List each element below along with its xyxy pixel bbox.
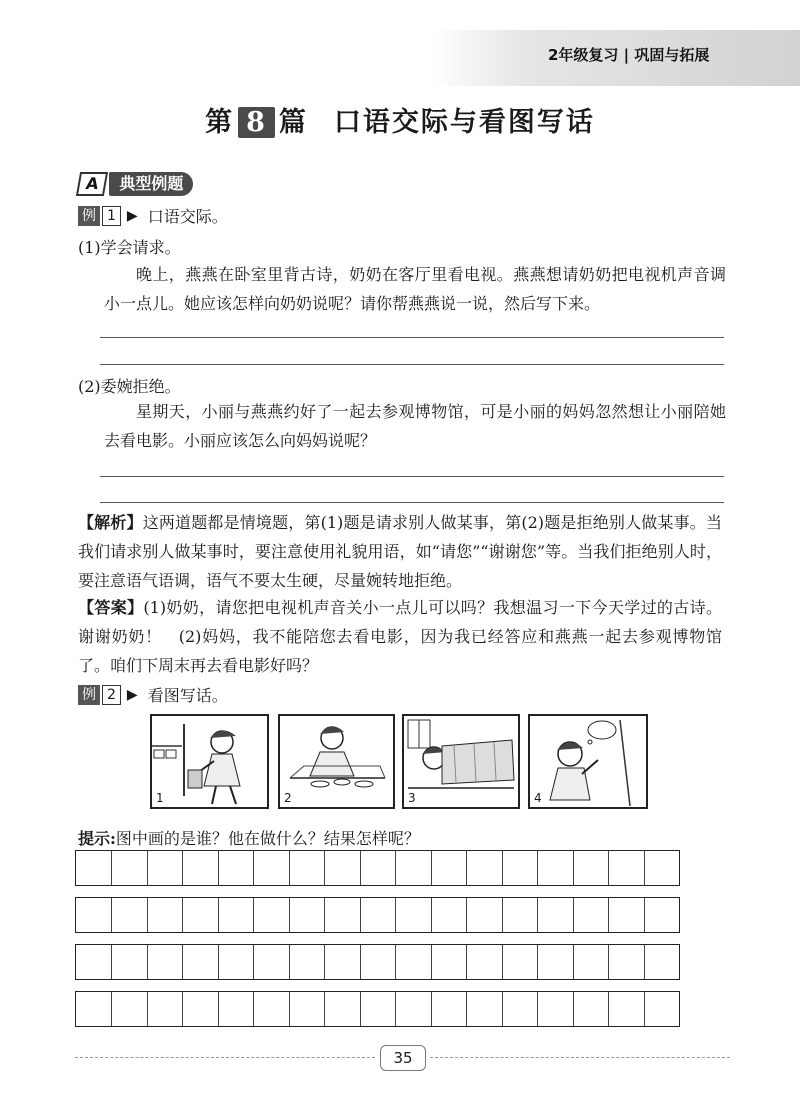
grid-cell-divider [502,851,503,885]
grid-cell-divider [253,992,254,1026]
grid-cell-divider [111,898,112,932]
analysis-text: 这两道题都是情境题，第(1)题是请求别人做某事，第(2)题是拒绝别人做某事。当我们请求别人做某事时，要注意使用礼貌用语，如“请您”“谢谢您”等。当我们拒绝别人时，要注意语气语调，语气不要太生硬，尽量婉转地拒绝。 [78,513,722,590]
grid-cell-divider [253,898,254,932]
grid-cell-divider [289,945,290,979]
answer-line [100,364,724,365]
title-text: 口语交际与看图写话 [333,107,595,138]
grid-cell-divider [182,945,183,979]
grid-cell-divider [431,945,432,979]
grid-cell-divider [218,945,219,979]
panel-number: 1 [156,791,164,805]
grid-cell-divider [466,945,467,979]
grid-cell-divider [608,898,609,932]
boy-thinking-illustration [530,716,646,807]
writing-grid-row[interactable] [75,991,680,1027]
answer-line [100,337,724,338]
answer-line [100,476,724,477]
footer-divider [75,1057,375,1058]
arrow-icon: ▶ [126,686,138,703]
grid-cell-divider [573,851,574,885]
grid-cell-divider [324,945,325,979]
title-suffix: 篇 [278,107,308,138]
grid-cell-divider [253,851,254,885]
grid-cell-divider [573,898,574,932]
section-heading [78,172,193,196]
section-label: 典型例题 [109,172,193,196]
analysis-label: 【解析】 [78,513,143,532]
footer-divider [430,1057,730,1058]
grid-cell-divider [395,945,396,979]
question1-label: (1)学会请求。 [78,238,181,257]
answer-label: 【答案】 [78,598,144,617]
grid-cell-divider [431,851,432,885]
grid-cell-divider [608,945,609,979]
grid-cell-divider [182,851,183,885]
writing-grid-row[interactable] [75,850,680,886]
grid-cell-divider [644,992,645,1026]
page-number: 35 [380,1045,426,1071]
page-title [0,100,800,139]
grid-cell-divider [537,945,538,979]
grid-cell-divider [466,898,467,932]
example-tag: 例 [78,685,100,705]
grid-cell-divider [573,945,574,979]
grid-cell-divider [644,851,645,885]
grid-cell-divider [360,851,361,885]
example-tag: 例 [78,206,100,226]
grid-cell-divider [253,945,254,979]
panel-number: 2 [284,791,292,805]
grid-cell-divider [644,945,645,979]
example-title: 看图写话。 [147,686,228,705]
boy-carrying-bag-illustration [152,716,267,807]
section-letter: A [76,172,109,196]
grid-cell-divider [537,851,538,885]
example-title: 口语交际。 [147,207,228,226]
arrow-icon: ▶ [126,207,138,224]
grid-cell-divider [218,851,219,885]
title-number: 8 [238,107,275,138]
picture-panel [150,714,269,809]
example-number: 1 [102,206,121,226]
picture-panel [278,714,395,809]
writing-grid-row[interactable] [75,944,680,980]
grid-cell-divider [360,992,361,1026]
grid-cell-divider [395,992,396,1026]
grid-cell-divider [395,851,396,885]
grid-cell-divider [111,992,112,1026]
grid-cell-divider [644,898,645,932]
example1-heading [78,204,228,227]
panel-number: 4 [534,791,542,805]
boy-in-bed-illustration [404,716,518,807]
example2-heading [78,683,228,706]
grid-cell-divider [324,851,325,885]
question2-text: 星期天，小丽与燕燕约好了一起去参观博物馆，可是小丽的妈妈忽然想让小丽陪她去看电影。小丽应该怎么向妈妈说呢？ [104,402,726,450]
grid-cell-divider [431,992,432,1026]
grid-cell-divider [218,992,219,1026]
picture-panel [402,714,520,809]
grid-cell-divider [466,992,467,1026]
question2-label: (2)委婉拒绝。 [78,377,181,396]
question1-text: 晚上，燕燕在卧室里背古诗，奶奶在客厅里看电视。燕燕想请奶奶把电视机声音调小一点儿。她应该怎样向奶奶说呢？请你帮燕燕说一说，然后写下来。 [104,265,726,313]
grid-cell-divider [466,851,467,885]
grid-cell-divider [324,898,325,932]
grid-cell-divider [502,992,503,1026]
header-label: 2年级复习 | 巩固与拓展 [548,46,710,64]
grid-cell-divider [147,851,148,885]
answer-block [78,593,722,680]
grid-cell-divider [324,992,325,1026]
grid-cell-divider [182,992,183,1026]
hint [78,826,420,849]
grid-cell-divider [573,992,574,1026]
grid-cell-divider [608,851,609,885]
panel-number: 3 [408,791,416,805]
boy-eating-illustration [280,716,393,807]
hint-text: 图中画的是谁？他在做什么？结果怎样呢？ [115,829,420,848]
grid-cell-divider [218,898,219,932]
title-prefix: 第 [205,107,235,138]
grid-cell-divider [608,992,609,1026]
example-number: 2 [102,685,121,705]
grid-cell-divider [502,945,503,979]
grid-cell-divider [395,898,396,932]
answer-text: (1)奶奶，请您把电视机声音关小一点儿可以吗？我想温习一下今天学过的古诗。谢谢奶奶！ (2)妈妈，我不能陪您去看电影，因为我已经答应和燕燕一起去参观博物馆了。咱们下周末再去看电影好吗？ [78,598,722,675]
grid-cell-divider [360,945,361,979]
grid-cell-divider [502,898,503,932]
grid-cell-divider [147,992,148,1026]
grid-cell-divider [111,851,112,885]
grid-cell-divider [111,945,112,979]
picture-panel [528,714,648,809]
writing-grid-row[interactable] [75,897,680,933]
grid-cell-divider [289,898,290,932]
grid-cell-divider [182,898,183,932]
hint-label: 提示: [78,829,116,848]
grid-cell-divider [289,851,290,885]
answer-line [100,502,724,503]
grid-cell-divider [289,992,290,1026]
analysis-block [78,508,722,595]
grid-cell-divider [431,898,432,932]
grid-cell-divider [147,945,148,979]
grid-cell-divider [147,898,148,932]
grid-cell-divider [537,898,538,932]
grid-cell-divider [360,898,361,932]
grid-cell-divider [537,992,538,1026]
